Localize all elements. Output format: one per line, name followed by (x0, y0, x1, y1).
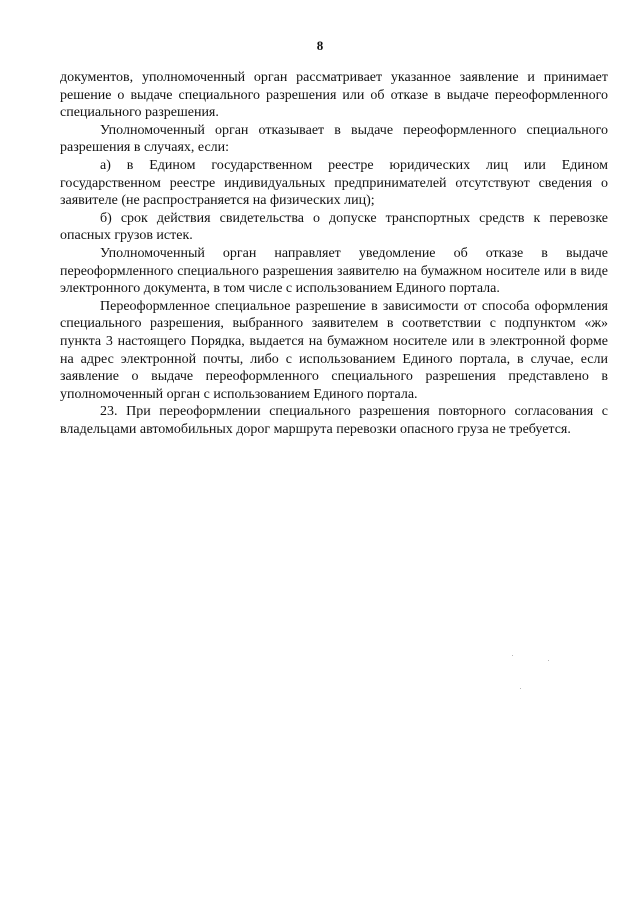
paragraph-refusal-notice: Уполномоченный орган направляет уведомление об отказе в выдаче переоформленного специального разрешения заявителю на бумажном носителе или в виде электронного документа, в том числе с использованием Единого портала. (60, 245, 608, 297)
paragraph-clause-23: 23. При переоформлении специального разрешения повторного согласования с владельцами автомобильных дорог маршрута перевозки опасного груза не требуется. (60, 404, 608, 437)
scan-speck (512, 655, 513, 656)
scan-speck (520, 688, 521, 689)
paragraph-refusal-grounds: Уполномоченный орган отказывает в выдаче переоформленного специального разрешения в случаях, если: (60, 122, 608, 156)
paragraph-item-a: а) в Едином государственном реестре юридических лиц или Едином государственном реестре индивидуальных предпринимателей отсутствуют сведения о заявителе (не распространяется на физических лиц); (60, 157, 608, 209)
page-number: 8 (316, 38, 324, 53)
document-body (60, 69, 608, 438)
scan-speck (548, 660, 549, 661)
paragraph-issuance-method: Переоформленное специальное разрешение в зависимости от способа оформления специального разрешения, выбранного заявителем в соответствии с подпунктом «ж» пункта 3 настоящего Порядка, выдается на бумажном носителе или в электронной форме на адрес электронной почты, либо с использованием Единого портала, в случае, если заявление о выдаче переоформленного специального разрешения представлено в уполномоченный орган с использованием Единого портала. (60, 298, 608, 402)
paragraph-item-b: б) срок действия свидетельства о допуске транспортных средств к перевозке опасных грузов истек. (60, 210, 608, 244)
paragraph-continuation: документов, уполномоченный орган рассматривает указанное заявление и принимает решение о выдаче специального разрешения или об отказе в выдаче переоформленного специального разрешения. (60, 70, 608, 121)
